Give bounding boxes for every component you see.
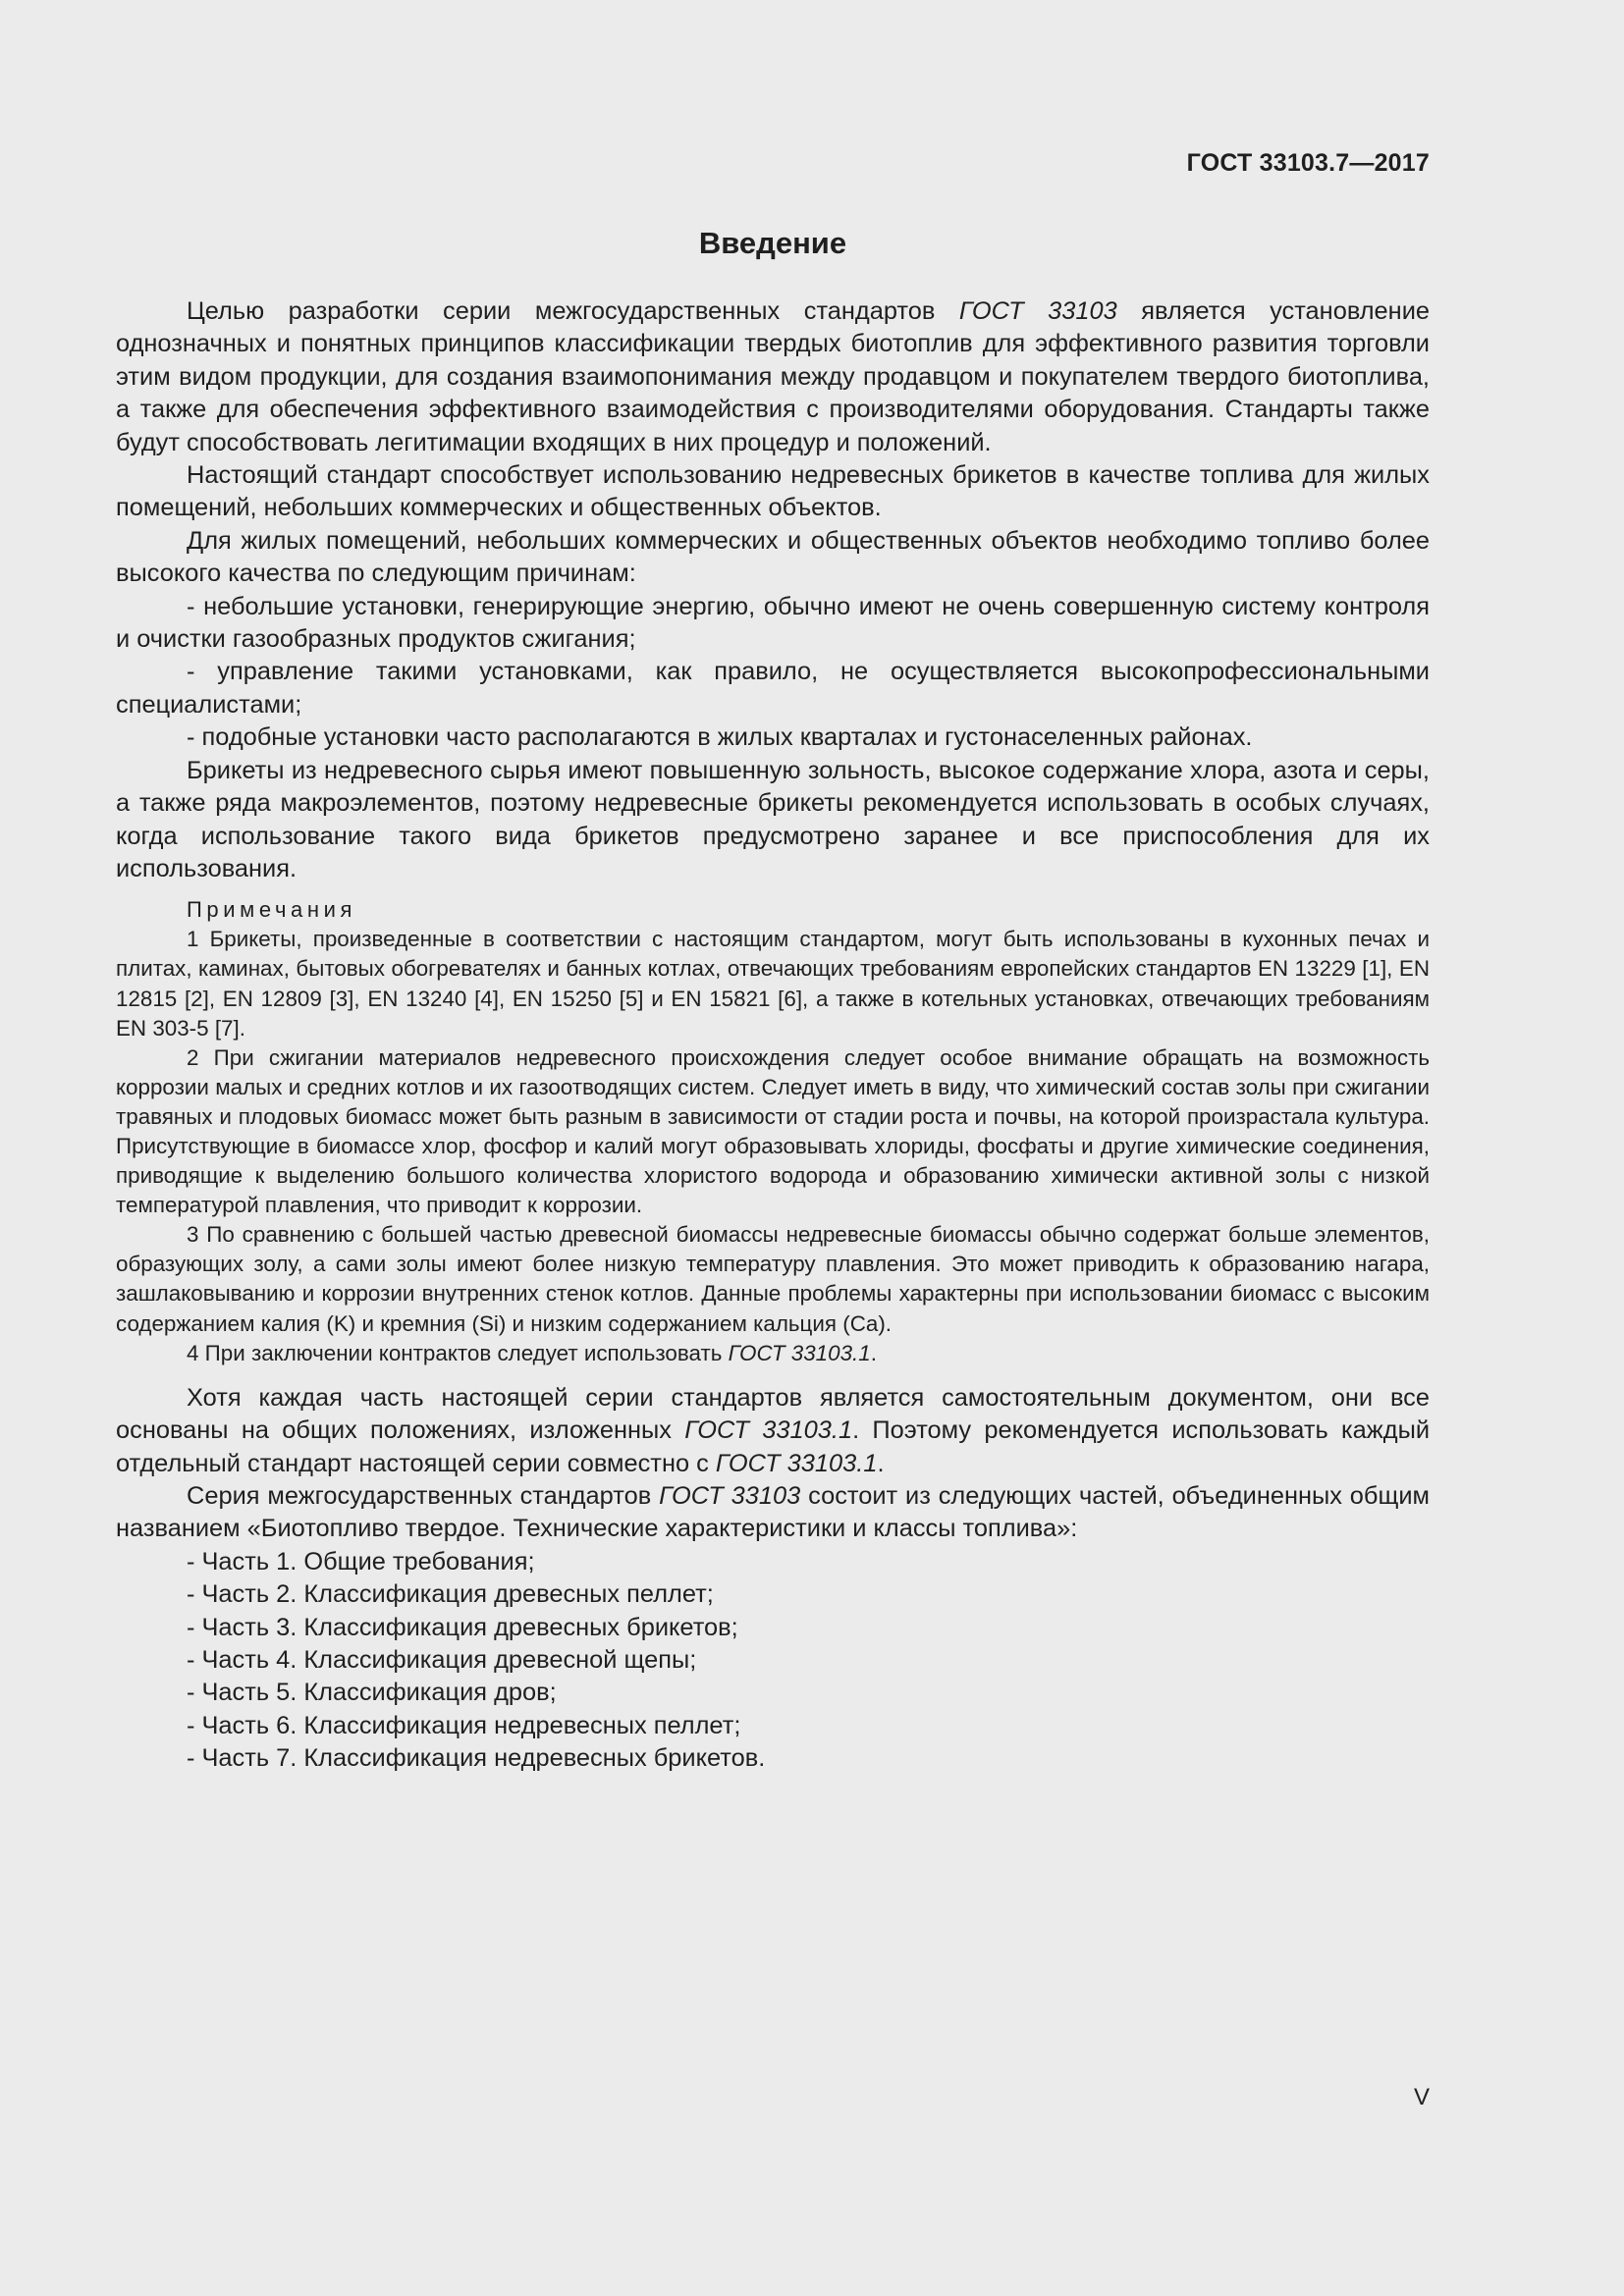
standard-reference: ГОСТ 33103.1: [684, 1416, 853, 1445]
document-code: ГОСТ 33103.7—2017: [1186, 149, 1430, 177]
note-4: 4 При заключении контрактов следует использовать ГОСТ 33103.1.: [187, 1340, 877, 1365]
reason-item: - управление такими установками, как правило, не осуществляется высокопрофессиональными специалистами;: [116, 658, 1430, 719]
note-1: 1 Брикеты, произведенные в соответствии с настоящим стандартом, могут быть использованы в кухонных печах и плитах, каминах, бытовых обогревателях и банных котлах, отвечающих требованиям европейских стандартов EN 13229 [1], EN 12815 [2], EN 12809 [3], EN 13240 [4], EN 15250 [5] и EN 15821 [6], а также в котельных установках, отвечающих требованиям EN 303-5 [7].: [116, 927, 1430, 1041]
intro-paragraph-3: Для жилых помещений, небольших коммерческих и общественных объектов необходимо топливо более высокого качества по следующим причинам:: [116, 526, 1430, 588]
list-item: - Часть 3. Классификация древесных брикетов;: [187, 1613, 738, 1641]
list-item: - Часть 4. Классификация древесной щепы;: [187, 1645, 697, 1674]
closing-paragraph-2: Серия межгосударственных стандартов ГОСТ 33103 состоит из следующих частей, объединенных общим названием «Биотопливо твердое. Технические характеристики и классы топлива»:: [116, 1481, 1430, 1543]
note-2: 2 При сжигании материалов недревесного происхождения следует особое внимание обращать на возможность коррозии малых и средних котлов и их газоотводящих систем. Следует иметь в виду, что химический состав золы при сжигании травяных и плодовых биомасс может быть разным в зависимости от стадии роста и почвы, на которой произрастала культура. Присутствующие в биомассе хлор, фосфор и калий могут образовывать хлориды, фосфаты и другие химические соединения, приводящие к выделению большого количества хлористого водорода и образованию химически активной золы с низкой температурой плавления, что приводит к коррозии.: [116, 1044, 1430, 1218]
list-item: - Часть 1. Общие требования;: [187, 1547, 535, 1575]
reason-item: - небольшие установки, генерирующие энергию, обычно имеют не очень совершенную систему контроля и очистки газообразных продуктов сжигания;: [116, 592, 1430, 654]
reason-item: - подобные установки часто располагаются в жилых кварталах и густонаселенных районах.: [187, 723, 1253, 752]
closing-paragraph-1: Хотя каждая часть настоящей серии стандартов является самостоятельным документом, они все основаны на общих положениях, изложенных ГОСТ 33103.1. Поэтому рекомендуется использовать каждый отдельный стандарт настоящей серии совместно с ГОСТ 33103.1.: [116, 1383, 1431, 1477]
standard-reference: ГОСТ 33103: [958, 297, 1117, 325]
intro-paragraph-4: Брикеты из недревесного сырья имеют повышенную зольность, высокое содержание хлора, азота и серы, а также ряда макроэлементов, поэтому недревесные брикеты рекомендуется использовать в особых случаях, когда использование такого вида брикетов предусмотрено заранее и все приспособления для их использования.: [116, 756, 1430, 882]
notes-heading: Примечания: [187, 897, 357, 923]
list-item: - Часть 5. Классификация дров;: [187, 1679, 557, 1707]
standard-reference: ГОСТ 33103: [659, 1481, 801, 1510]
page-title: Введение: [698, 226, 847, 260]
standard-reference: ГОСТ 33103.1: [728, 1340, 871, 1365]
note-3: 3 По сравнению с большей частью древесной биомассы недревесные биомассы обычно содержат больше элементов, образующих золу, а сами золы имеют более низкую температуру плавления. Это может приводить к образованию нагара, зашлаковыванию и коррозии внутренних стенок котлов. Данные проблемы характерны при использовании биомасс с высоким содержанием калия (K) и кремния (Si) и низким содержанием кальция (Ca).: [116, 1222, 1430, 1336]
list-item: - Часть 2. Классификация древесных пеллет;: [187, 1580, 714, 1609]
document-body: [116, 295, 1430, 1776]
series-parts-list: [116, 1546, 1430, 1776]
list-item: - Часть 7. Классификация недревесных брикетов.: [187, 1744, 766, 1773]
intro-paragraph-1: Целью разработки серии межгосударственных стандартов ГОСТ 33103 является установление однозначных и понятных принципов классификации твердых биотоплив для эффективного развития торговли этим видом продукции, для создания взаимопонимания между продавцом и покупателем твердого биотоплива, а также для обеспечения эффективного взаимодействия с производителями оборудования. Стандарты также будут способствовать легитимации входящих в них процедур и положений.: [116, 297, 1430, 456]
page-number: V: [1413, 2084, 1430, 2110]
list-item: - Часть 6. Классификация недревесных пеллет;: [187, 1711, 741, 1739]
intro-paragraph-2: Настоящий стандарт способствует использованию недревесных брикетов в качестве топлива для жилых помещений, небольших коммерческих и общественных объектов.: [116, 461, 1430, 522]
standard-reference: ГОСТ 33103.1: [715, 1449, 878, 1477]
